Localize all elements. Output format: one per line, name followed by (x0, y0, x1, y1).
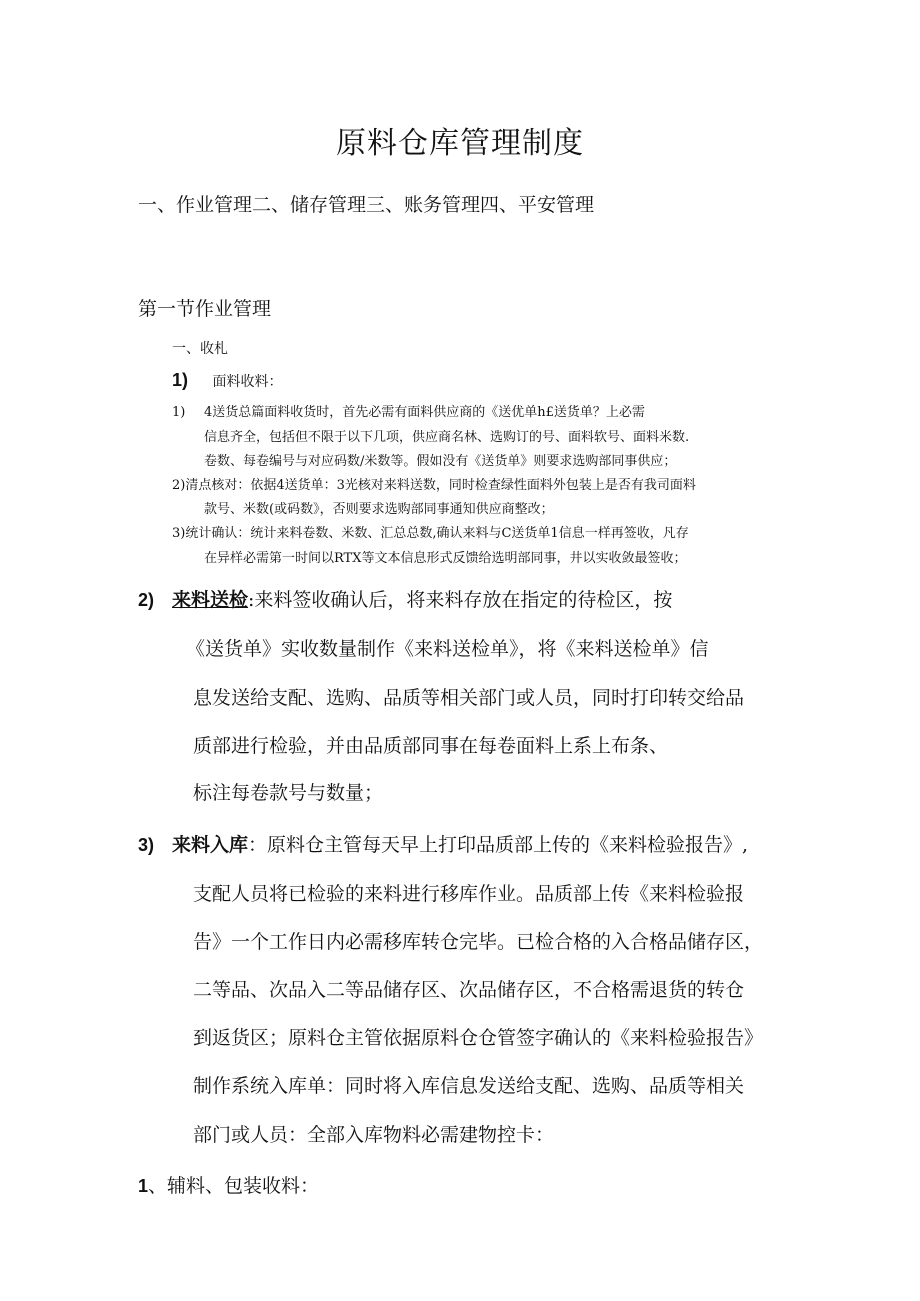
item-number: 2) (138, 590, 155, 610)
item-incoming-inspection: 2) 来料送检:来料签收确认后，将来料存放在指定的待检区，按 (138, 589, 673, 611)
item-number: 3) (138, 835, 155, 855)
item-label: 面料收料： (212, 374, 283, 390)
item-fabric-receiving (172, 370, 282, 391)
sub-item-a-line2: 信息齐全，包括但不限于以下几项，供应商名林、选购订的号、面料软号、面料米数. (204, 430, 690, 445)
sub-item-c-line2: 在异样必需第一时间以RTX等文本信息形式反馈给选明部同事，井以实收敛最签收； (204, 551, 687, 566)
item-label: 来料送检 (172, 589, 249, 611)
item-number: 1) (172, 370, 189, 390)
page-title: 原料仓库管理制度 (336, 126, 584, 161)
item-2-line3: 息发送给支配、选购、品质等相关部门或人员，同时打印转交给品 (193, 687, 745, 709)
sub-item-c-line1: 3)统计确认：统计来料卷数、米数、汇总总数,确认来料与C送货单1信息一样再签收，凡存 (172, 526, 689, 541)
sub-item-b-line2: 款号、米数(或码数》，否则要求选购部同事通知供应商整改； (204, 502, 554, 517)
item-3-line5: 到返货区；原料仓主管依据原料仓仓管签字确认的《来料检验报告》 (193, 1027, 764, 1049)
item-3-line3: 告》一个工作日内必需移库转仓完毕。已检合格的入合格品储存区， (193, 931, 764, 953)
sub-item-b-line1: 2)清点核对：依据4送货单：3光核对来料送数，同时检查绿性面料外包装上是否有我司面料 (172, 478, 696, 493)
table-of-contents: 一、作业管理二、储存管理三、账务管理四、平安管理 (138, 194, 595, 216)
item-3-line4: 二等品、次品入二等品储存区、次品储存区，不合格需退货的转仓 (193, 979, 745, 1001)
item-incoming-storage: 3) 来料入库：原料仓主管每天早上打印品质部上传的《来料检验报告》, (138, 834, 749, 856)
sub-item-number: 1) (172, 405, 186, 420)
section-heading: 第一节作业管理 (138, 298, 272, 320)
sub-item-a-line1: 1) 4送货总篇面料收货时，首先必需有面料供应商的《送优单h£送货单？上必需 (172, 405, 645, 420)
item-2-line4: 质部进行检验，并由品质部同事在每卷面料上系上布条、 (193, 735, 669, 757)
item-2-line5: 标注每卷款号与数量； (193, 782, 384, 804)
item-3-line2: 支配人员将已检验的来料进行移库作业。品质部上传《来料检验报 (193, 883, 745, 905)
sub-item-a-line3: 卷数、每卷编号与对应码数/米数等。假如没有《送货单》则要求选购部同事供应； (204, 454, 677, 469)
item-number: 1 (138, 1176, 149, 1196)
item-accessories-receiving: 1、辅料、包装收料： (138, 1175, 320, 1197)
item-2-line2: 《送货单》实收数量制作《来料送检单》，将《来料送检单》信 (186, 638, 709, 660)
item-3-line7: 部门或人员：全部入库物料必需建物控卡： (193, 1124, 555, 1146)
item-3-line6: 制作系统入库单：同时将入库信息发送给支配、选购、品质等相关 (193, 1075, 745, 1097)
sub-heading: 一、收札 (172, 341, 228, 357)
item-label: 来料入库 (172, 834, 249, 856)
